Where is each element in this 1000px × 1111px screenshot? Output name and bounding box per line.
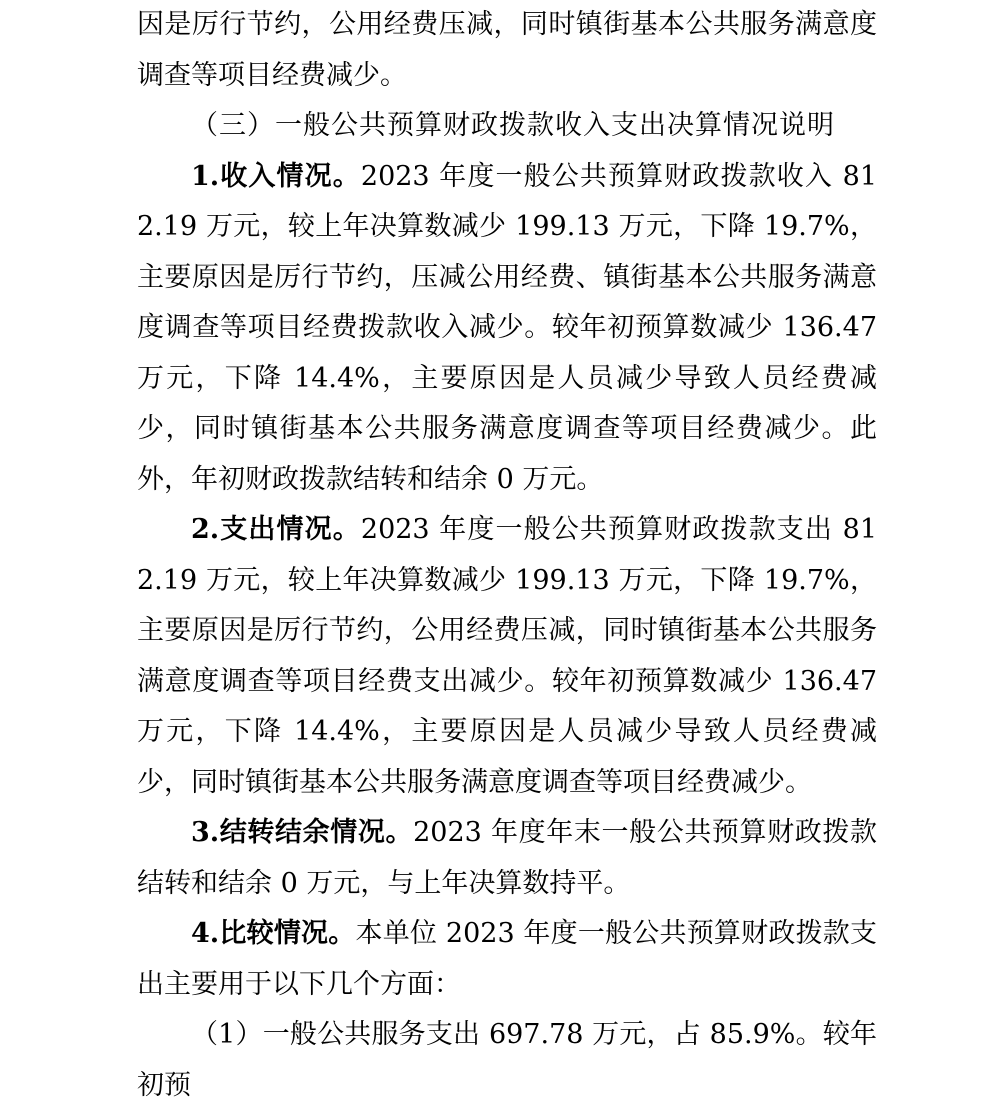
compare-lead: 4.比较情况。 [191, 918, 356, 949]
income-lead: 1.收入情况。 [191, 160, 361, 192]
compare-body: 本单位 2023 年度一般公共预算财政拨款支出主要用于以下几个方面： [137, 918, 877, 1000]
paragraph-income [137, 152, 877, 506]
section-heading-3: （三）一般公共预算财政拨款收入支出决算情况说明 [191, 110, 835, 141]
carry-lead: 3.结转结余情况。 [191, 817, 414, 848]
paragraph-expense [137, 505, 877, 808]
list-item-1: （1）一般公共服务支出 697.78 万元，占 85.9%。较年初预 [137, 1019, 877, 1101]
paragraph-comparison [137, 909, 877, 1010]
expense-body: 2023 年度一般公共预算财政拨款支出 812.19 万元，较上年决算数减少 199.13 万元，下降 19.7%，主要原因是厉行节约，公用经费压减，同时镇街基本公共服务满意度调查等项目经费支出减少。较年初预算数减少 136.47 万元，下降 14.4%，主要原因是人员减少导致人员经费减少，同时镇街基本公共服务满意度调查等项目经费减少。 [137, 514, 877, 798]
income-body: 2023 年度一般公共预算财政拨款收入 812.19 万元，较上年决算数减少 199.13 万元，下降 19.7%，主要原因是厉行节约，压减公用经费、镇街基本公共服务满意度调查等项目经费拨款收入减少。较年初预算数减少 136.47 万元，下降 14.4%，主要原因是人员减少导致人员经费减少，同时镇街基本公共服务满意度调查等项目经费减少。此外，年初财政拨款结转和结余 0 万元。 [137, 160, 877, 495]
paragraph-carryover [137, 808, 877, 909]
carry-body: 2023 年度年末一般公共预算财政拨款结转和结余 0 万元，与上年决算数持平。 [137, 817, 878, 899]
document-page [137, 0, 877, 1111]
expense-lead: 2.支出情况。 [191, 514, 361, 545]
paragraph-continuation: 因是厉行节约，公用经费压减，同时镇街基本公共服务满意度调查等项目经费减少。 [137, 9, 877, 91]
